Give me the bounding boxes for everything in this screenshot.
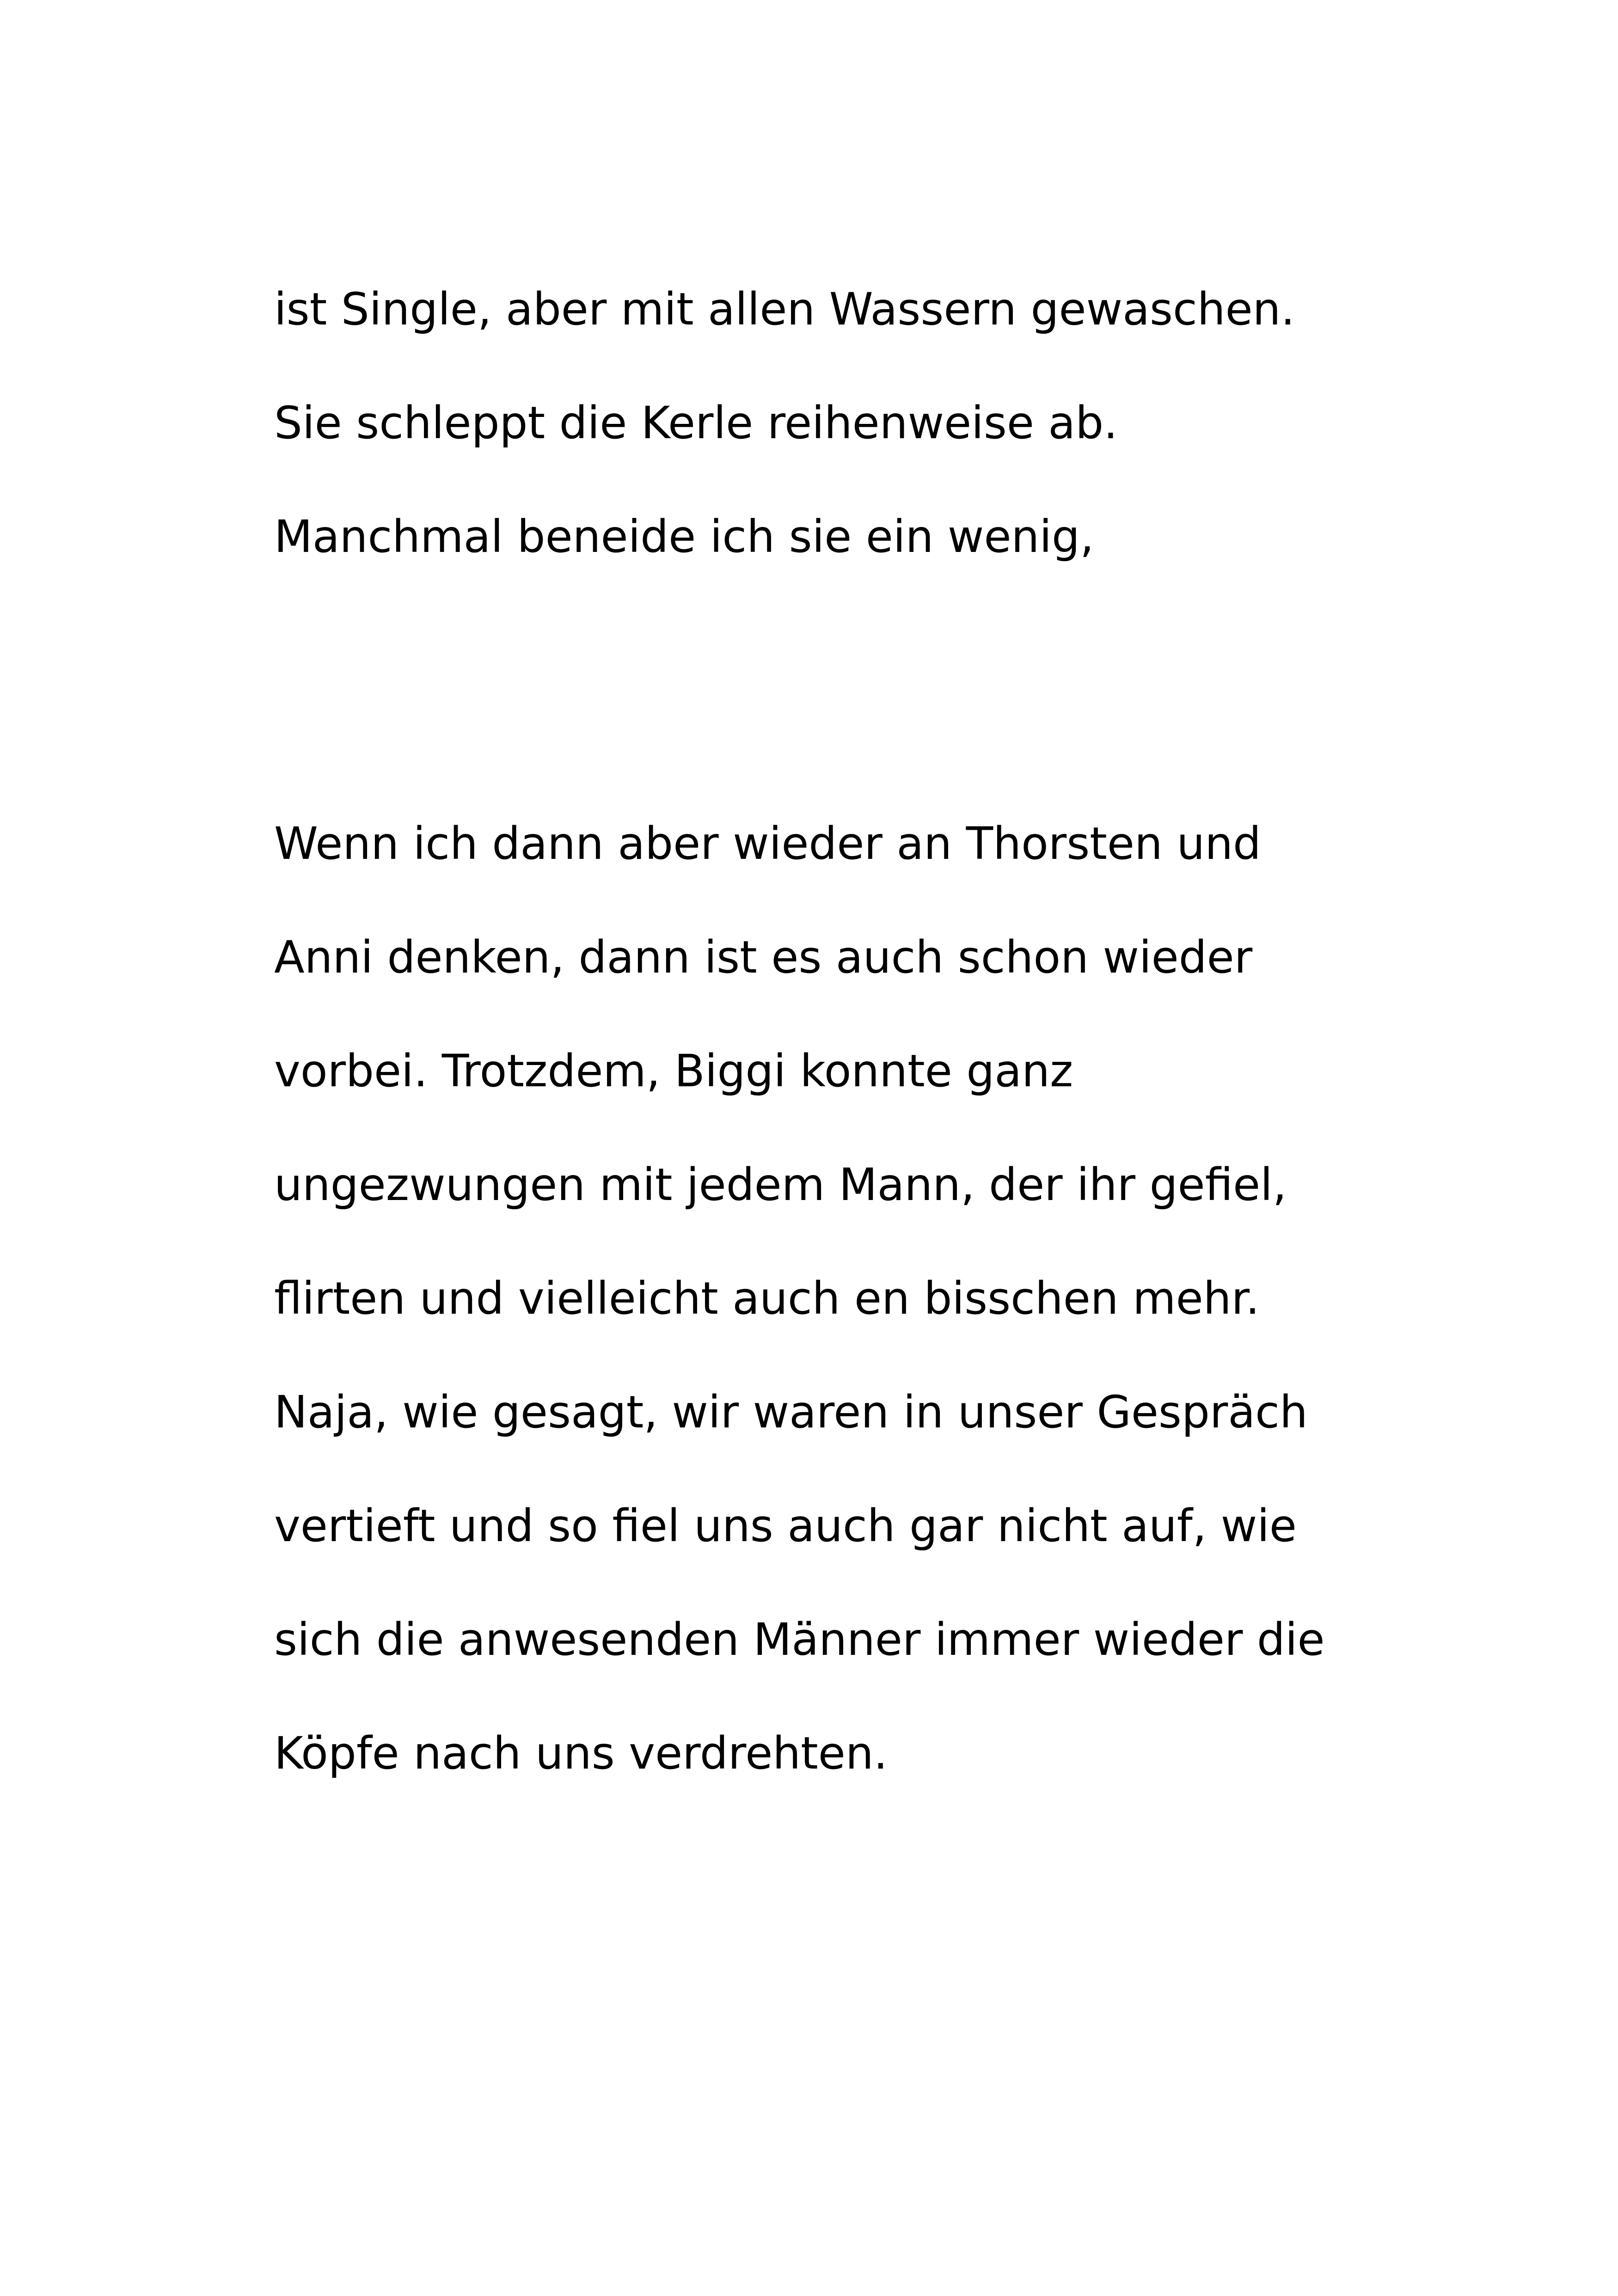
text-line: ungezwungen mit jedem Mann, der ihr gefiel,	[274, 1159, 1287, 1211]
text-line: Anni denken, dann ist es auch schon wieder	[274, 931, 1253, 983]
text-line: sich die anwesenden Männer immer wieder die	[274, 1614, 1325, 1665]
text-line: ist Single, aber mit allen Wassern gewaschen.	[274, 283, 1295, 335]
text-line: Sie schleppt die Kerle reihenweise ab.	[274, 397, 1118, 449]
text-line: Manchmal beneide ich sie ein wenig,	[274, 511, 1094, 563]
text-line: Wenn ich dann aber wieder an Thorsten und	[274, 818, 1261, 869]
text-line: Köpfe nach uns verdrehten.	[274, 1727, 888, 1779]
text-line: Naja, wie gesagt, wir waren in unser Gespräch	[274, 1386, 1308, 1438]
text-line: vorbei. Trotzdem, Biggi konnte ganz	[274, 1045, 1073, 1097]
text-line: flirten und vielleicht auch en bisschen mehr.	[274, 1273, 1260, 1324]
text-line: vertieft und so fiel uns auch gar nicht auf, wie	[274, 1500, 1297, 1552]
